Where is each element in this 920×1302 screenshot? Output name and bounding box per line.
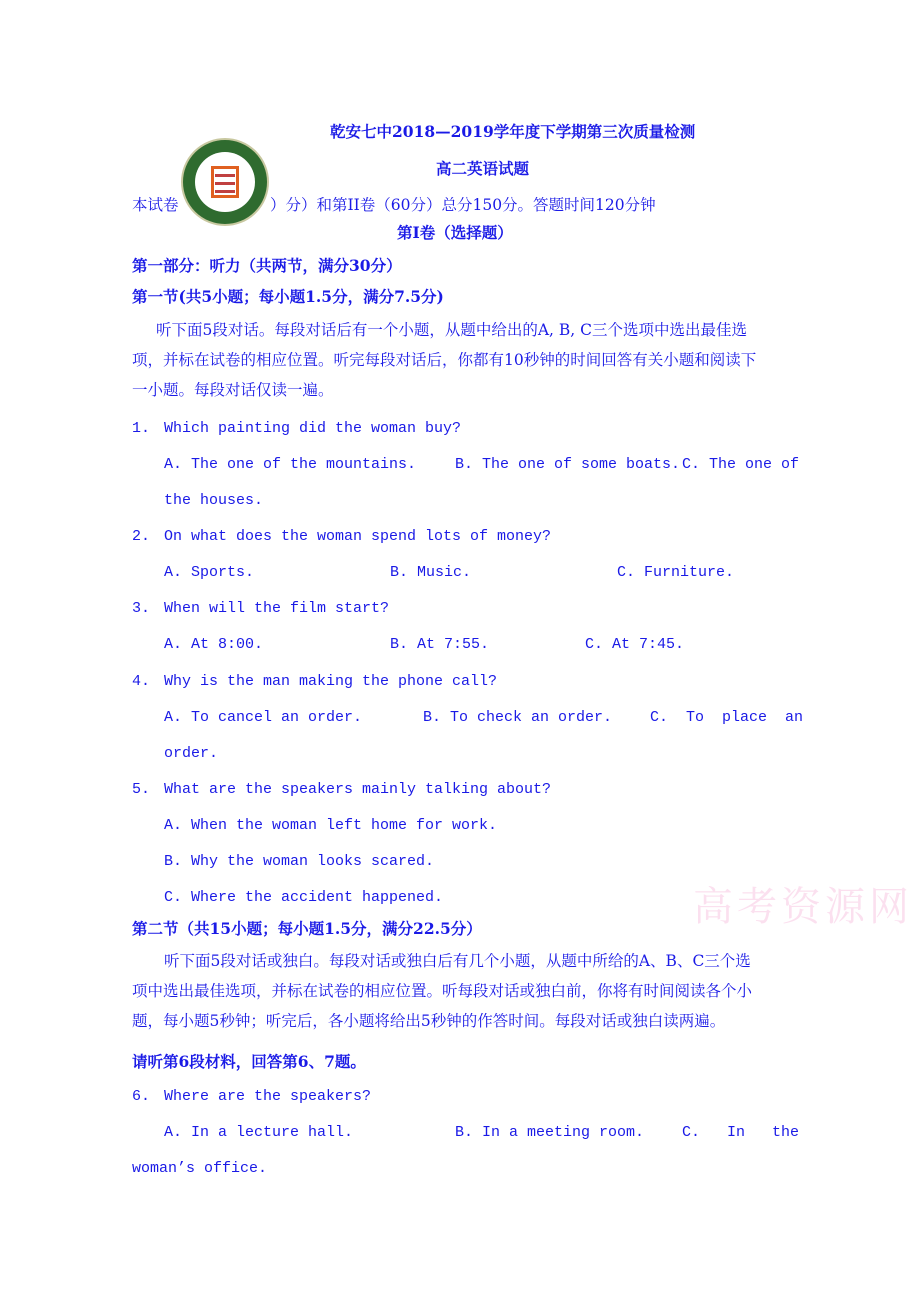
option-c: C. Furniture. <box>617 564 735 581</box>
option-c: C. Where the accident happened. <box>164 889 444 906</box>
option-a: A. Sports. <box>164 564 255 581</box>
document-title: 乾安七中2018—2019学年度下学期第三次质量检测 <box>330 122 696 141</box>
option-a: A. At 8:00. <box>164 636 264 653</box>
question-number: 4. <box>132 673 151 690</box>
material-heading: 请听第6段材料，回答第6、7题。 <box>132 1052 366 1071</box>
question-text: Which painting did the woman buy? <box>164 420 462 437</box>
option-a: A. To cancel an order. <box>164 709 363 726</box>
option-b: B. At 7:55. <box>390 636 490 653</box>
instruction-line: 听下面5段对话。每段对话后有一个小题，从题中给出的A, B, C三个选项中选出最佳选 <box>156 321 748 339</box>
option-a: A. In a lecture hall. <box>164 1124 354 1141</box>
instruction-line: 项，并标在试卷的相应位置。听完每段对话后，你都有10秒钟的时间回答有关小题和阅读下 <box>132 351 757 369</box>
option-b: B. In a meeting room. <box>455 1124 645 1141</box>
document-subtitle: 高二英语试题 <box>436 159 530 178</box>
watermark: 高考资源网 <box>693 884 913 930</box>
question-text: On what does the woman spend lots of money? <box>164 528 552 545</box>
intro-text-left: 本试卷 <box>132 196 179 214</box>
intro-text-right: ）分）和第II卷（60分）总分150分。答题时间120分钟 <box>270 196 656 214</box>
instruction-line: 一小题。每段对话仅读一遍。 <box>132 381 334 399</box>
option-a: A. The one of the mountains. <box>164 456 417 473</box>
option-b: B. To check an order. <box>423 709 613 726</box>
question-number: 2. <box>132 528 151 545</box>
option-c: C. The one of <box>682 456 800 473</box>
instruction-line: 听下面5段对话或独白。每段对话或独白后有几个小题，从题中所给的A、B、C三个选 <box>164 952 751 970</box>
option-b: B. Why the woman looks scared. <box>164 853 435 870</box>
volume-heading: 第I卷（选择题） <box>397 223 513 242</box>
section2-title: 第二节（共15小题；每小题1.5分，满分22.5分） <box>132 919 482 938</box>
question-text: What are the speakers mainly talking about? <box>164 781 552 798</box>
section1-title: 第一节(共5小题；每小题1.5分，满分7.5分) <box>132 287 444 306</box>
option-b: B. The one of some boats. <box>455 456 681 473</box>
question-number: 3. <box>132 600 151 617</box>
option-c-continued: order. <box>164 745 219 762</box>
option-c-continued: the houses. <box>164 492 264 509</box>
instruction-line: 项中选出最佳选项，并标在试卷的相应位置。听每段对话或独白前，你将有时间阅读各个小 <box>132 982 753 1000</box>
question-text: When will the film start? <box>164 600 390 617</box>
option-b: B. Music. <box>390 564 472 581</box>
instruction-line: 题，每小题5秒钟；听完后，各小题将给出5秒钟的作答时间。每段对话或独白读两遍。 <box>132 1012 726 1030</box>
question-text: Why is the man making the phone call? <box>164 673 498 690</box>
option-c-continued: woman’s office. <box>132 1160 268 1177</box>
option-a: A. When the woman left home for work. <box>164 817 498 834</box>
option-c: C. To place an <box>650 709 804 726</box>
question-text: Where are the speakers? <box>164 1088 372 1105</box>
question-number: 6. <box>132 1088 151 1105</box>
question-number: 5. <box>132 781 151 798</box>
part1-title: 第一部分：听力（共两节，满分30分） <box>132 256 402 275</box>
option-c: C. In the <box>682 1124 800 1141</box>
school-logo <box>181 138 269 226</box>
question-number: 1. <box>132 420 151 437</box>
option-c: C. At 7:45. <box>585 636 685 653</box>
